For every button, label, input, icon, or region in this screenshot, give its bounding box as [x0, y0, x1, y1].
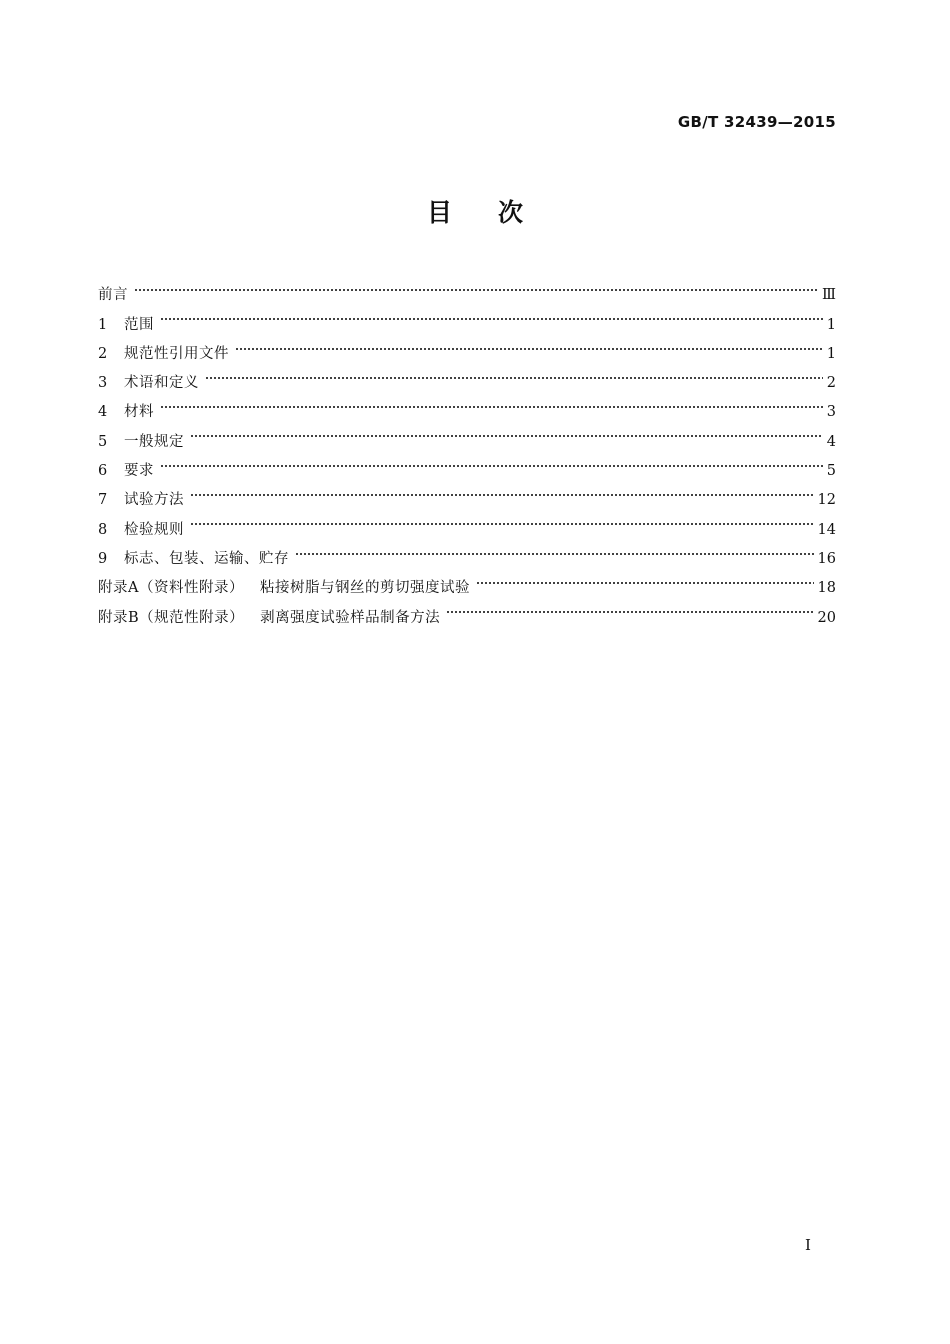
toc-entry[interactable]	[98, 387, 836, 421]
toc-entry[interactable]	[98, 299, 836, 333]
toc-entry-number: 3	[98, 375, 108, 392]
toc-entry-label: 附录A（资料性附录）	[98, 580, 244, 597]
toc-entry-label: 试验方法	[124, 492, 184, 509]
toc-dot-leader	[295, 534, 814, 563]
toc-entry-number: 9	[98, 550, 108, 567]
toc-entry-subtitle: 粘接树脂与钢丝的剪切强度试验	[259, 580, 470, 597]
toc-entry-label: 术语和定义	[124, 375, 199, 392]
page-title: 目次	[426, 198, 569, 227]
toc-entry[interactable]	[98, 475, 836, 509]
toc-dot-leader	[476, 563, 814, 592]
toc-entry-page: 4	[826, 433, 836, 450]
toc-entry[interactable]	[98, 358, 836, 392]
toc-entry-number: 8	[98, 521, 108, 538]
toc-dot-leader	[235, 329, 823, 358]
toc-dot-leader	[134, 270, 818, 299]
toc-entry[interactable]	[98, 270, 836, 304]
toc-entry[interactable]	[98, 504, 836, 538]
toc-dot-leader	[190, 416, 823, 445]
toc-dot-leader	[160, 387, 823, 416]
toc-dot-leader	[160, 299, 823, 328]
toc-entry-page: 1	[826, 345, 836, 362]
page-number: I	[805, 1236, 811, 1254]
toc-entry[interactable]	[98, 534, 836, 567]
toc-entry[interactable]	[98, 416, 836, 450]
toc-entry-page: 3	[826, 404, 836, 421]
toc-entry-number: 2	[98, 345, 108, 362]
toc-entry-number: 7	[98, 492, 108, 509]
toc-dot-leader	[190, 504, 814, 533]
toc-entry-label: 检验规则	[124, 521, 184, 538]
toc-entry-label: 范围	[124, 316, 154, 333]
toc-entry-page: 1	[826, 316, 836, 333]
toc-dot-leader	[160, 446, 823, 475]
toc-entry-subtitle: 剥离强度试验样品制备方法	[260, 609, 441, 626]
toc-entry-label: 规范性引用文件	[124, 345, 229, 362]
toc-entry-page: 2	[826, 375, 836, 392]
toc-entry-label: 要求	[124, 463, 154, 480]
toc-entry-number: 6	[98, 463, 108, 480]
toc-entry-page: 20	[817, 609, 836, 626]
toc-entry[interactable]	[98, 329, 836, 362]
toc-entry-page: 16	[817, 550, 836, 567]
toc-entry-label: 前言	[98, 287, 128, 304]
toc-dot-leader	[446, 592, 813, 621]
toc-entry-page: 12	[817, 492, 836, 509]
toc-entry-label: 一般规定	[124, 433, 184, 450]
toc-entry-page: 14	[817, 521, 836, 538]
toc-dot-leader	[205, 358, 823, 387]
table-of-contents	[98, 270, 836, 626]
toc-entry-page: Ⅲ	[822, 287, 836, 304]
toc-entry-label: 附录B（规范性附录）	[98, 609, 245, 626]
toc-entry-page: 5	[826, 463, 836, 480]
toc-entry[interactable]	[98, 446, 836, 480]
toc-entry-label: 标志、包装、运输、贮存	[124, 550, 289, 567]
standard-code: GB/T 32439—2015	[677, 113, 836, 131]
toc-entry-number: 4	[98, 404, 108, 421]
toc-entry-number: 5	[98, 433, 108, 450]
toc-entry-number: 1	[98, 316, 108, 333]
toc-dot-leader	[190, 475, 814, 504]
toc-entry-page: 18	[817, 580, 836, 597]
toc-entry-label: 材料	[124, 404, 154, 421]
